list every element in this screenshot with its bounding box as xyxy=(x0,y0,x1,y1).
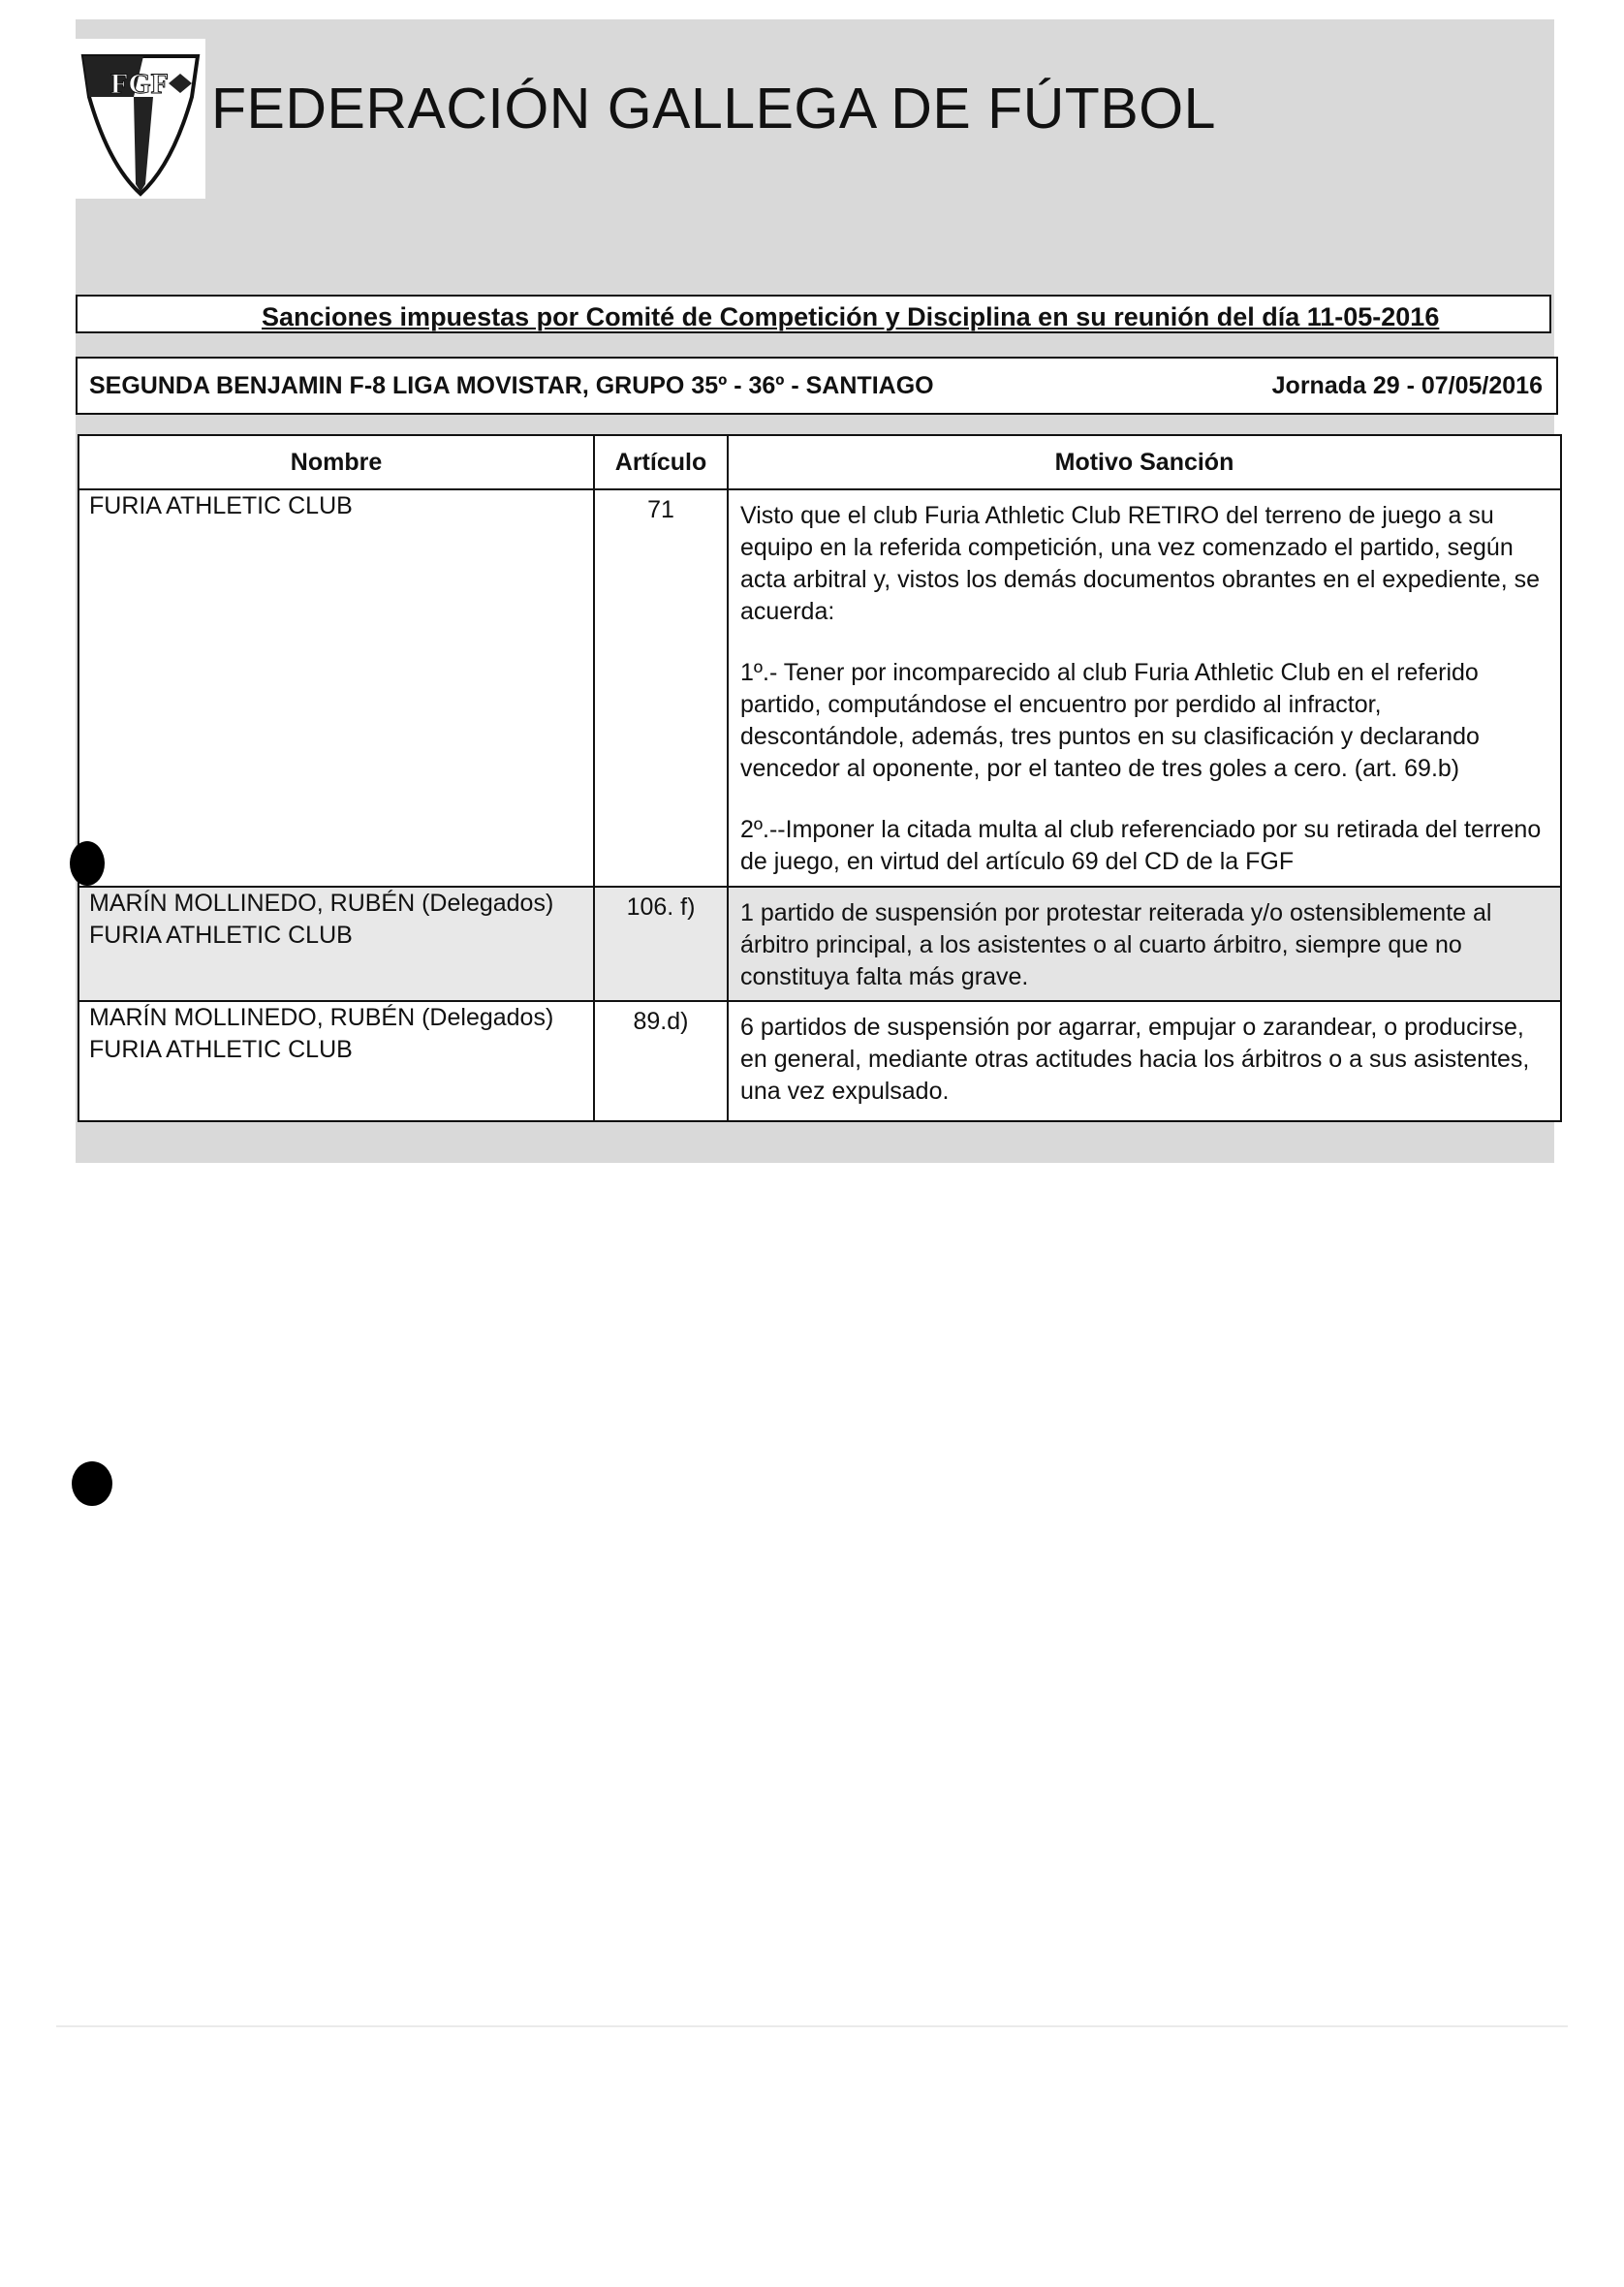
sanctions-table xyxy=(78,434,1562,1122)
table-row xyxy=(78,887,1561,1001)
articulo-cell: 89.d) xyxy=(594,1001,728,1121)
motivo-cell xyxy=(728,887,1561,1001)
sanciones-title-box xyxy=(76,295,1551,333)
articulo-cell: 106. f) xyxy=(594,887,728,1001)
motivo-paragraph: 1 partido de suspensión por protestar reiterada y/o ostensiblemente al árbitro principal, a los asistentes o al cuarto árbitro, siempre que no constituya falta más grave. xyxy=(740,899,1492,990)
nombre-line: FURIA ATHLETIC CLUB xyxy=(89,492,353,519)
motivo-cell xyxy=(728,1001,1561,1121)
nombre-line: FURIA ATHLETIC CLUB xyxy=(89,922,353,949)
fgf-shield-icon xyxy=(76,39,205,199)
articulo-cell: 71 xyxy=(594,489,728,887)
table-header-row xyxy=(78,435,1561,489)
motivo-paragraph: Visto que el club Furia Athletic Club RETIRO del terreno de juego a su equipo en la referida competición, una vez comenzado el partido, según acta arbitral y, vistos los demás documentos obrantes en el expediente, se acuerda: xyxy=(740,502,1540,625)
scan-artifact-line xyxy=(56,2025,1568,2027)
table-row xyxy=(78,489,1561,887)
sanciones-title: Sanciones impuestas por Comité de Competición y Disciplina en su reunión del día 11-05-2016 xyxy=(262,302,1440,331)
header-articulo: Artículo xyxy=(594,435,728,489)
motivo-paragraph: 6 partidos de suspensión por agarrar, empujar o zarandear, o producirse, en general, mediante otras actitudes hacia los árbitros o a sus asistentes, una vez expulsado. xyxy=(740,1014,1530,1105)
header-motivo: Motivo Sanción xyxy=(728,435,1561,489)
motivo-paragraph: 1º.- Tener por incomparecido al club Furia Athletic Club en el referido partido, computándose el encuentro por perdido al infractor, descontándole, además, tres puntos en su clasificación y declarando vencedor al oponente, por el tanteo de tres goles a cero. (art. 69.b) xyxy=(740,659,1480,782)
nombre-line: MARÍN MOLLINEDO, RUBÉN (Delegados) xyxy=(89,890,554,917)
nombre-cell xyxy=(78,489,594,887)
motivo-cell xyxy=(728,489,1561,887)
nombre-cell xyxy=(78,1001,594,1121)
competition-name: SEGUNDA BENJAMIN F-8 LIGA MOVISTAR, GRUPO 35º - 36º - SANTIAGO xyxy=(89,372,934,399)
fgf-logo xyxy=(76,39,205,199)
punch-hole-mark xyxy=(72,1461,112,1506)
nombre-line: MARÍN MOLLINEDO, RUBÉN (Delegados) xyxy=(89,1004,554,1031)
header-nombre: Nombre xyxy=(78,435,594,489)
nombre-line: FURIA ATHLETIC CLUB xyxy=(89,1036,353,1063)
svg-text:FGF: FGF xyxy=(110,68,169,100)
federation-title: FEDERACIÓN GALLEGA DE FÚTBOL xyxy=(211,77,1216,141)
motivo-paragraph: 2º.--Imponer la citada multa al club referenciado por su retirada del terreno de juego, en virtud del artículo 69 del CD de la FGF xyxy=(740,816,1542,875)
jornada-date: Jornada 29 - 07/05/2016 xyxy=(1271,372,1543,399)
punch-hole-mark xyxy=(70,841,105,886)
competition-header xyxy=(76,357,1558,415)
table-row xyxy=(78,1001,1561,1121)
nombre-cell xyxy=(78,887,594,1001)
